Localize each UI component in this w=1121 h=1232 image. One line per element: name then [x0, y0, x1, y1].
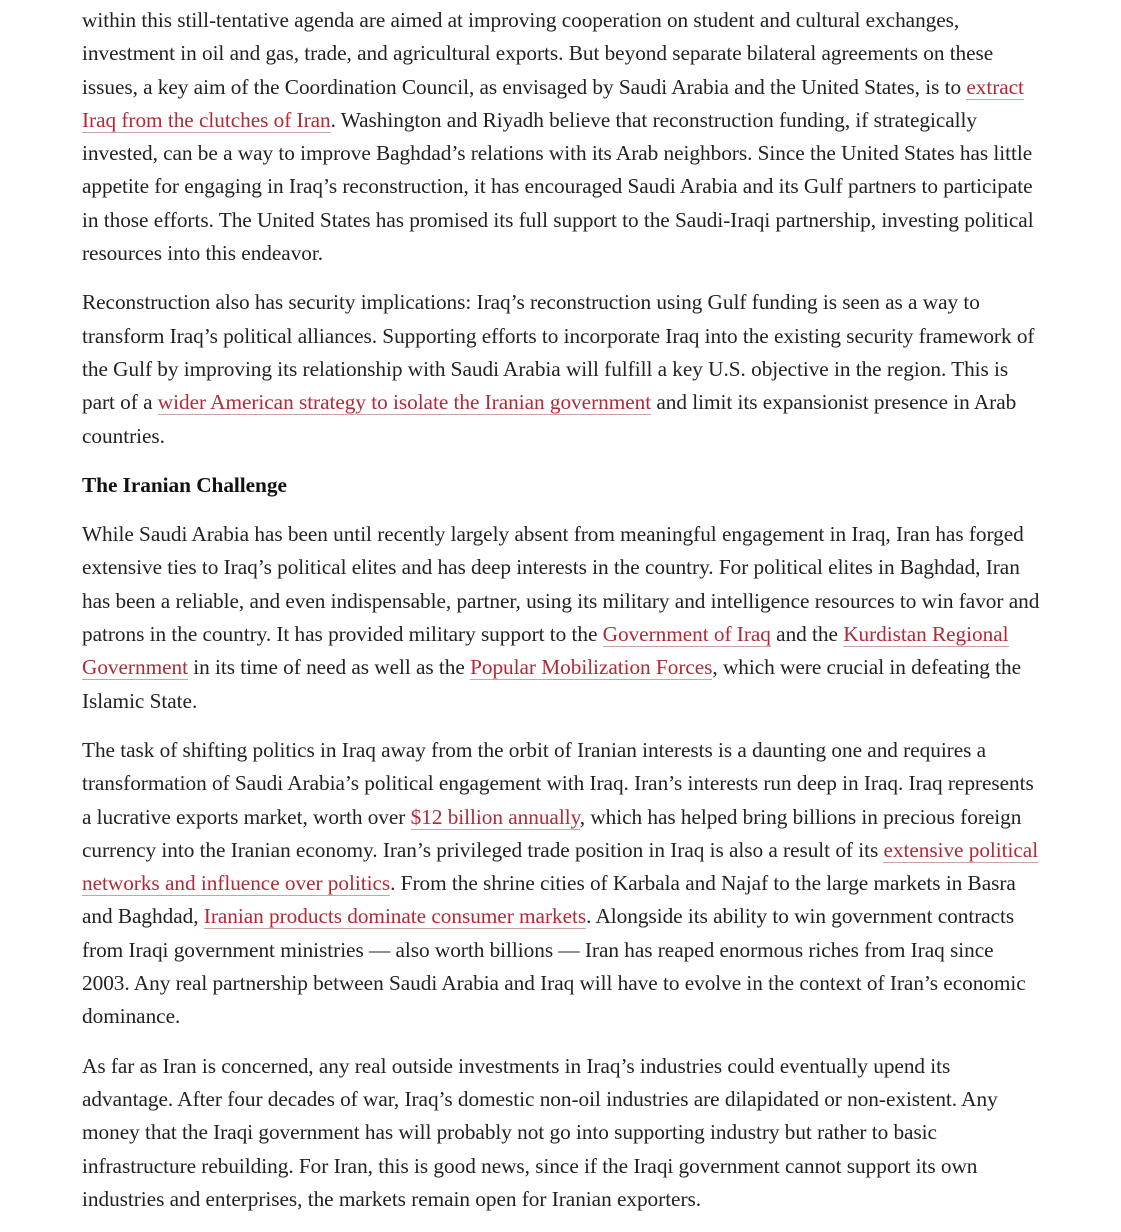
paragraph-iran-ties	[82, 518, 1042, 718]
paragraph-text: , which were crucial in defeating the Islamic State.	[82, 655, 1022, 713]
link-popular-mobilization-forces[interactable]: Popular Mobilization Forces	[470, 655, 713, 680]
link-american-strategy[interactable]: wider American strategy to isolate the Iranian government	[157, 390, 652, 415]
paragraph-text: The task of shifting politics in Iraq away from the orbit of Iranian interests is a daunting one and requires a transformation of Saudi Arabia’s political engagement with Iraq. Iran’s interests run deep in Iraq. Iraq represents a lucrative exports market, worth over	[82, 737, 1034, 829]
paragraph-text: . From the shrine cities of Karbala and Najaf to the large markets in Basra and Baghdad,	[82, 871, 1016, 929]
paragraph-text: While Saudi Arabia has been until recently largely absent from meaningful engagement in Iraq, Iran has forged extensive ties to Iraq’s political elites and has deep interests in the country. For political elites in Baghdad, Iran has been a reliable, and even indispensable, partner, using its military and intelligence resources to win favor and patrons in the country. It has provided military support to the	[82, 522, 1040, 647]
paragraph-text: Reconstruction also has security implications: Iraq’s reconstruction using Gulf funding is seen as a way to transform Iraq’s political alliances. Supporting efforts to incorporate Iraq into the existing security framework of the Gulf by improving its relationship with Saudi Arabia will fulfill a key U.S. objective in the region. This is part of a	[82, 290, 1035, 415]
paragraph-text: and the	[770, 622, 844, 647]
link-political-networks[interactable]: extensive political networks and influence over politics	[82, 837, 1039, 896]
link-extract-iraq[interactable]: extract Iraq from the clutches of Iran	[82, 74, 1024, 132]
paragraph-security-implications	[82, 286, 1042, 452]
link-kurdistan-regional-government[interactable]: Kurdistan Regional Government	[82, 622, 1009, 680]
paragraph-coordination-council	[82, 4, 1042, 270]
link-12-billion-annually[interactable]: $12 billion annually	[410, 804, 580, 829]
paragraph-text: , which has helped bring billions in precious foreign currency into the Iranian economy. Iran’s privileged trade position in Iraq is also a result of its	[82, 804, 1022, 862]
paragraph-text: . Alongside its ability to win government contracts from Iraqi government ministries — also worth billions — Iran has reaped enormous riches from Iraq since 2003. Any real partnership between Saudi Arabia and Iraq will have to evolve in the context of Iran’s economic dominance.	[82, 904, 1026, 1029]
paragraph-text: and limit its expansionist presence in Arab countries.	[82, 390, 1017, 448]
section-heading: The Iranian Challenge	[82, 472, 287, 497]
paragraph-text: . Washington and Riyadh believe that reconstruction funding, if strategically invested, can be a way to improve Baghdad’s relations with its Arab neighbors. Since the United States has little appetite for engaging in Iraq’s reconstruction, it has encouraged Saudi Arabia and its Gulf partners to participate in those efforts. The United States has promised its full support to the Saudi-Iraqi partnership, investing political resources into this endeavor.	[82, 107, 1034, 266]
link-iranian-products[interactable]: Iranian products dominate consumer markets	[203, 904, 587, 929]
paragraph-text: in its time of need as well as the	[187, 655, 471, 680]
paragraph-text: As far as Iran is concerned, any real outside investments in Iraq’s industries could eventually upend its advantage. After four decades of war, Iraq’s domestic non-oil industries are dilapidated or non-existent. Any money that the Iraqi government has will probably not go into supporting industry but rather to basic infrastructure rebuilding. For Iran, this is good news, since if the Iraqi government cannot support its own industries and enterprises, the markets remain open for Iranian exporters.	[82, 1053, 998, 1211]
link-government-of-iraq[interactable]: Government of Iraq	[602, 622, 771, 647]
paragraph-text: within this still-tentative agenda are aimed at improving cooperation on student and cultural exchanges, investment in oil and gas, trade, and agricultural exports. But beyond separate bilateral agreements on these issues, a key aim of the Coordination Council, as envisaged by Saudi Arabia and the United States, is to	[82, 8, 994, 99]
article-body	[82, 4, 1042, 1232]
paragraph-iran-concerns	[82, 1050, 1042, 1216]
paragraph-iranian-interests	[82, 734, 1042, 1034]
